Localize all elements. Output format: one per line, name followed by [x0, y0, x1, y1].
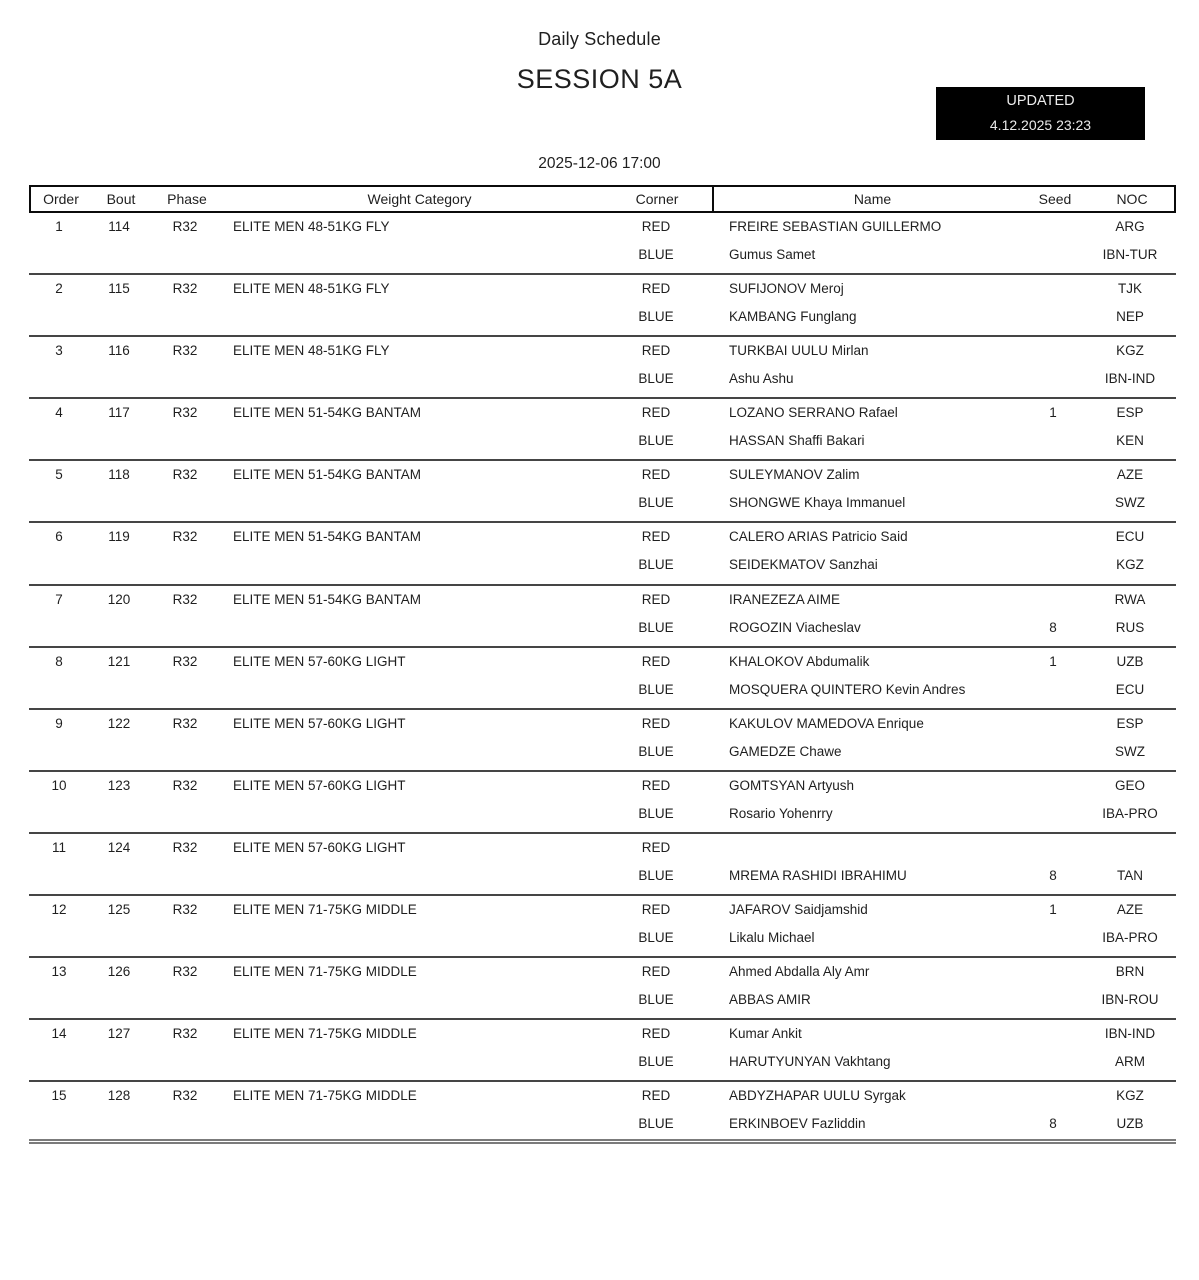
blue-boxer-name: ROGOZIN Viacheslav — [729, 619, 861, 635]
blue-seed: 8 — [1049, 619, 1057, 635]
bout-row — [29, 896, 1176, 958]
bout-number: 126 — [107, 964, 131, 980]
blue-boxer-name: MOSQUERA QUINTERO Kevin Andres — [729, 681, 966, 697]
bout-phase: R32 — [172, 715, 198, 731]
bout-phase: R32 — [172, 1026, 198, 1042]
bout-number: 114 — [108, 219, 130, 234]
red-seed — [1029, 461, 1085, 489]
blue-corner-label: BLUE — [638, 930, 674, 946]
bout-rows-container — [29, 213, 1176, 1144]
bout-number: 128 — [107, 1088, 131, 1104]
bout-order: 12 — [51, 902, 67, 918]
red-boxer-name: IRANEZEZA AIME — [729, 591, 841, 607]
red-noc: ECU — [1115, 529, 1145, 545]
bout-phase: R32 — [172, 405, 198, 421]
red-noc: KGZ — [1116, 343, 1144, 359]
bout-row — [29, 710, 1176, 772]
blue-noc: IBA-PRO — [1102, 805, 1158, 821]
red-seed — [1029, 1082, 1085, 1110]
bout-number: 124 — [107, 839, 131, 855]
blue-boxer-name: Likalu Michael — [729, 930, 815, 946]
red-noc: TJK — [1117, 281, 1142, 297]
red-boxer-name: GOMTSYAN Artyush — [729, 777, 855, 793]
updated-timestamp: 4.12.2025 23:23 — [989, 117, 1092, 133]
header-seed: Seed — [1038, 191, 1072, 207]
red-seed — [1029, 1020, 1085, 1048]
bout-phase: R32 — [172, 219, 198, 234]
blue-boxer-name: Rosario Yohenrry — [729, 805, 833, 821]
blue-noc: KGZ — [1116, 557, 1144, 573]
page-title: Daily Schedule — [538, 29, 661, 49]
bout-order: 2 — [55, 281, 63, 297]
bout-weight-category: ELITE MEN 48-51KG FLY — [233, 281, 390, 297]
bout-number: 115 — [108, 281, 130, 297]
blue-seed — [1029, 551, 1085, 579]
blue-seed: 8 — [1049, 867, 1057, 883]
red-seed: 1 — [1049, 405, 1057, 421]
blue-noc: NEP — [1116, 309, 1144, 325]
blue-corner-label: BLUE — [638, 867, 674, 883]
bout-row — [29, 337, 1176, 399]
blue-corner-label: BLUE — [638, 681, 674, 697]
bout-phase: R32 — [172, 839, 198, 855]
red-noc: ESP — [1116, 715, 1144, 731]
bout-row — [29, 461, 1176, 523]
red-corner-label: RED — [641, 591, 671, 607]
blue-boxer-name: HASSAN Shaffi Bakari — [729, 433, 865, 449]
header-corner: Corner — [616, 187, 714, 211]
blue-seed — [1029, 427, 1085, 455]
red-boxer-name: ABDYZHAPAR UULU Syrgak — [729, 1088, 906, 1104]
bout-number: 120 — [107, 591, 131, 607]
red-noc: ARG — [1115, 219, 1145, 234]
header-bout: Bout — [106, 191, 136, 207]
bout-number: 122 — [107, 715, 131, 731]
bout-weight-category: ELITE MEN 51-54KG BANTAM — [233, 405, 422, 421]
bout-phase: R32 — [172, 653, 198, 669]
blue-noc: IBN-ROU — [1101, 992, 1159, 1008]
red-boxer-name: FREIRE SEBASTIAN GUILLERMO — [729, 219, 942, 234]
bout-order: 5 — [55, 467, 63, 483]
bout-weight-category: ELITE MEN 71-75KG MIDDLE — [233, 902, 417, 918]
red-seed — [1029, 958, 1085, 986]
red-seed: 1 — [1049, 902, 1057, 918]
bout-number: 121 — [107, 653, 131, 669]
bout-weight-category: ELITE MEN 57-60KG LIGHT — [233, 839, 406, 855]
bout-order: 15 — [51, 1088, 67, 1104]
blue-noc: RUS — [1115, 619, 1145, 635]
red-seed — [1029, 337, 1085, 365]
bout-row — [29, 586, 1176, 648]
red-corner-label: RED — [641, 467, 671, 483]
blue-seed — [1029, 241, 1085, 269]
red-corner-label: RED — [641, 343, 671, 359]
bout-row — [29, 1082, 1176, 1144]
red-corner-label: RED — [641, 653, 671, 669]
blue-boxer-name: ERKINBOEV Fazliddin — [729, 1116, 866, 1132]
red-seed — [1029, 213, 1085, 241]
red-corner-label: RED — [641, 1026, 671, 1042]
red-seed — [1029, 710, 1085, 738]
red-noc: AZE — [1116, 467, 1144, 483]
bout-phase: R32 — [172, 777, 198, 793]
blue-noc: KEN — [1116, 433, 1144, 449]
bout-row — [29, 834, 1176, 896]
blue-noc: IBA-PRO — [1102, 930, 1158, 946]
red-corner-label: RED — [641, 405, 671, 421]
red-corner-label: RED — [641, 529, 671, 545]
bout-phase: R32 — [172, 343, 198, 359]
bout-weight-category: ELITE MEN 51-54KG BANTAM — [233, 467, 422, 483]
header-weight-category: Weight Category — [367, 191, 472, 207]
bout-phase: R32 — [172, 529, 198, 545]
blue-boxer-name: SEIDEKMATOV Sanzhai — [729, 557, 878, 573]
table-header-row — [29, 185, 1176, 213]
red-noc: RWA — [1114, 591, 1146, 607]
bout-number: 125 — [107, 902, 131, 918]
blue-noc: TAN — [1117, 867, 1143, 883]
red-corner-label: RED — [641, 902, 671, 918]
blue-corner-label: BLUE — [638, 743, 674, 759]
bout-row — [29, 213, 1176, 275]
blue-seed: 8 — [1049, 1116, 1057, 1132]
blue-seed — [1029, 303, 1085, 331]
red-noc: IBN-IND — [1104, 1026, 1156, 1042]
red-boxer-name: JAFAROV Saidjamshid — [729, 902, 868, 918]
bout-phase: R32 — [172, 467, 198, 483]
bout-weight-category: ELITE MEN 57-60KG LIGHT — [233, 653, 406, 669]
blue-corner-label: BLUE — [638, 495, 674, 511]
schedule-table — [29, 185, 1176, 1144]
blue-boxer-name: SHONGWE Khaya Immanuel — [729, 495, 906, 511]
blue-seed — [1029, 924, 1085, 952]
bout-order: 1 — [55, 219, 63, 234]
red-noc: BRN — [1115, 964, 1145, 980]
updated-box — [936, 87, 1145, 140]
blue-corner-label: BLUE — [638, 371, 674, 387]
red-corner-label: RED — [641, 715, 671, 731]
bout-phase: R32 — [172, 281, 198, 297]
blue-corner-label: BLUE — [638, 309, 674, 325]
blue-seed — [1029, 800, 1085, 828]
red-boxer-name: SULEYMANOV Zalim — [729, 467, 860, 483]
bout-number: 118 — [108, 467, 130, 483]
red-boxer-name — [712, 834, 1029, 862]
bout-weight-category: ELITE MEN 48-51KG FLY — [233, 219, 390, 234]
blue-noc: IBN-TUR — [1102, 247, 1158, 262]
session-datetime: 2025-12-06 17:00 — [538, 155, 661, 172]
bout-number: 116 — [108, 343, 130, 359]
bout-phase: R32 — [172, 902, 198, 918]
blue-boxer-name: MREMA RASHIDI IBRAHIMU — [729, 867, 907, 883]
blue-boxer-name: Gumus Samet — [729, 247, 816, 262]
bout-row — [29, 958, 1176, 1020]
bout-row — [29, 399, 1176, 461]
red-seed — [1029, 523, 1085, 551]
red-corner-label: RED — [641, 219, 671, 234]
blue-noc: ARM — [1115, 1054, 1145, 1070]
bout-order: 6 — [55, 529, 63, 545]
header-name: Name — [853, 191, 892, 207]
bout-weight-category: ELITE MEN 71-75KG MIDDLE — [233, 1088, 417, 1104]
bout-order: 7 — [55, 591, 63, 607]
red-noc: AZE — [1116, 902, 1144, 918]
blue-boxer-name: ABBAS AMIR — [729, 992, 811, 1008]
bout-order: 11 — [51, 839, 66, 855]
bout-number: 119 — [108, 529, 130, 545]
blue-seed — [1029, 489, 1085, 517]
red-boxer-name: TURKBAI UULU Mirlan — [729, 343, 869, 359]
red-corner-label: RED — [641, 777, 671, 793]
red-boxer-name: CALERO ARIAS Patricio Said — [729, 529, 908, 545]
session-title: SESSION 5A — [516, 64, 683, 94]
red-seed — [1029, 275, 1085, 303]
bout-order: 9 — [55, 715, 63, 731]
red-noc: GEO — [1114, 777, 1145, 793]
red-corner-label: RED — [641, 839, 671, 855]
bout-number: 117 — [108, 405, 130, 421]
red-boxer-name: LOZANO SERRANO Rafael — [729, 405, 898, 421]
blue-boxer-name: KAMBANG Funglang — [729, 309, 857, 325]
red-noc: KGZ — [1116, 1088, 1144, 1104]
blue-seed — [1029, 365, 1085, 393]
bout-phase: R32 — [172, 591, 198, 607]
red-boxer-name: KAKULOV MAMEDOVA Enrique — [729, 715, 924, 731]
red-noc: UZB — [1116, 653, 1144, 669]
header-phase: Phase — [167, 191, 207, 207]
bout-weight-category: ELITE MEN 51-54KG BANTAM — [233, 591, 422, 607]
blue-corner-label: BLUE — [638, 1116, 674, 1132]
blue-corner-label: BLUE — [638, 992, 674, 1008]
bout-order: 8 — [55, 653, 63, 669]
updated-label: UPDATED — [1006, 93, 1075, 109]
blue-seed — [1029, 738, 1085, 766]
blue-noc: UZB — [1116, 1116, 1144, 1132]
bout-row — [29, 275, 1176, 337]
header-noc: NOC — [1116, 191, 1148, 207]
blue-boxer-name: GAMEDZE Chawe — [729, 743, 842, 759]
bout-row — [29, 1020, 1176, 1082]
blue-noc: ECU — [1115, 681, 1145, 697]
bout-number: 127 — [107, 1026, 131, 1042]
blue-seed — [1029, 1048, 1085, 1076]
bout-row — [29, 648, 1176, 710]
red-seed — [1029, 834, 1085, 862]
blue-corner-label: BLUE — [638, 247, 674, 262]
bout-order: 4 — [55, 405, 63, 421]
blue-corner-label: BLUE — [638, 557, 674, 573]
red-corner-label: RED — [641, 1088, 671, 1104]
red-boxer-name: Ahmed Abdalla Aly Amr — [729, 964, 870, 980]
red-noc — [1085, 834, 1175, 862]
header-order: Order — [43, 191, 79, 207]
red-seed — [1029, 772, 1085, 800]
bout-order: 10 — [51, 777, 67, 793]
bout-order: 13 — [51, 964, 67, 980]
bout-weight-category: ELITE MEN 48-51KG FLY — [233, 343, 390, 359]
bout-weight-category: ELITE MEN 71-75KG MIDDLE — [233, 1026, 417, 1042]
bout-weight-category: ELITE MEN 71-75KG MIDDLE — [233, 964, 417, 980]
blue-noc: IBN-IND — [1104, 371, 1156, 387]
bout-phase: R32 — [172, 1088, 198, 1104]
blue-boxer-name: HARUTYUNYAN Vakhtang — [729, 1054, 891, 1070]
blue-corner-label: BLUE — [638, 619, 674, 635]
bout-weight-category: ELITE MEN 57-60KG LIGHT — [233, 777, 406, 793]
blue-noc: SWZ — [1115, 743, 1145, 759]
bout-weight-category: ELITE MEN 51-54KG BANTAM — [233, 529, 422, 545]
red-boxer-name: Kumar Ankit — [729, 1026, 802, 1042]
bout-row — [29, 772, 1176, 834]
blue-noc: SWZ — [1115, 495, 1145, 511]
bout-order: 14 — [51, 1026, 67, 1042]
blue-boxer-name: Ashu Ashu — [729, 371, 794, 387]
red-seed — [1029, 586, 1085, 614]
red-corner-label: RED — [641, 281, 671, 297]
red-seed: 1 — [1049, 653, 1057, 669]
bout-number: 123 — [107, 777, 131, 793]
blue-corner-label: BLUE — [638, 1054, 674, 1070]
red-noc: ESP — [1116, 405, 1144, 421]
red-boxer-name: KHALOKOV Abdumalik — [729, 653, 870, 669]
red-corner-label: RED — [641, 964, 671, 980]
blue-corner-label: BLUE — [638, 805, 674, 821]
bout-weight-category: ELITE MEN 57-60KG LIGHT — [233, 715, 406, 731]
red-boxer-name: SUFIJONOV Meroj — [729, 281, 844, 297]
blue-corner-label: BLUE — [638, 433, 674, 449]
bout-phase: R32 — [172, 964, 198, 980]
bout-order: 3 — [55, 343, 63, 359]
blue-seed — [1029, 986, 1085, 1014]
blue-seed — [1029, 676, 1085, 704]
bout-row — [29, 523, 1176, 585]
